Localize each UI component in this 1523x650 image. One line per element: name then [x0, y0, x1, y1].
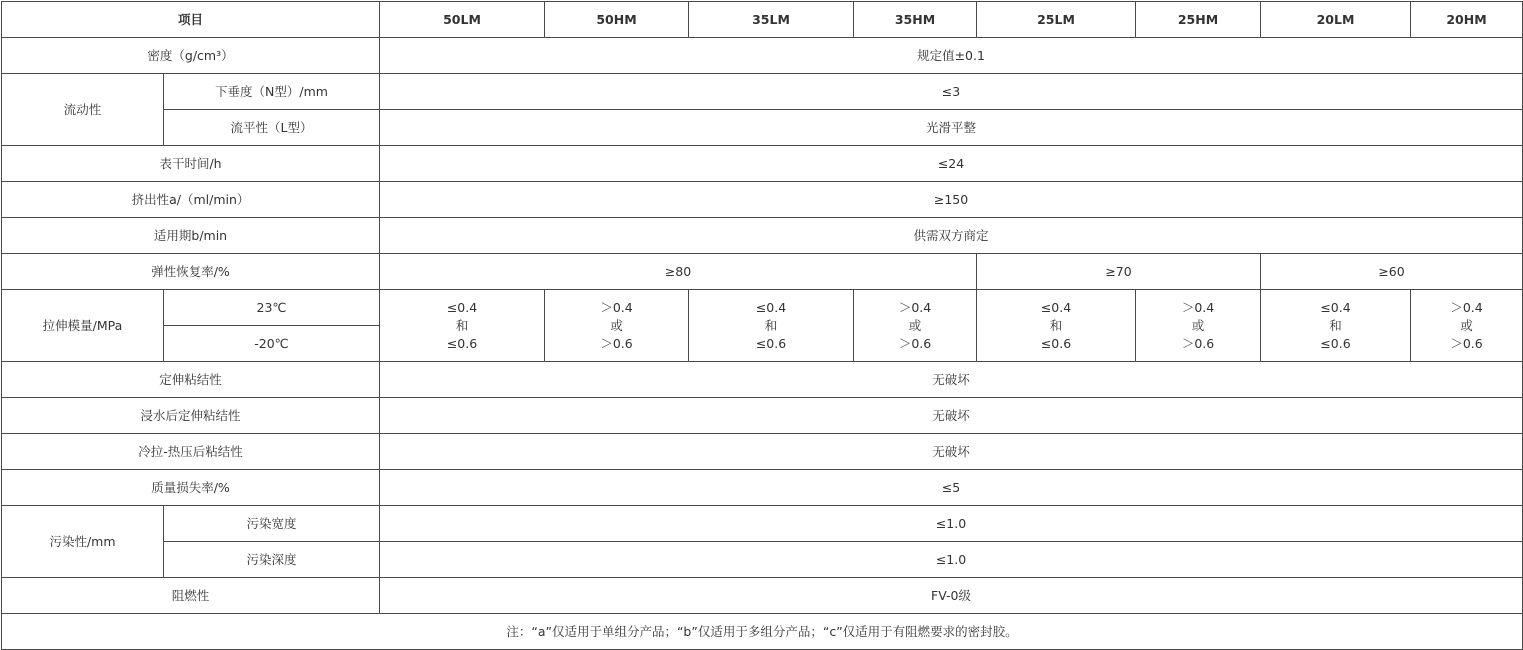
header-grade: 25LM	[977, 2, 1136, 38]
table-row	[2, 146, 1523, 182]
value-modulus-20hm: ＞0.4 或 ＞0.6	[1411, 290, 1523, 362]
header-item: 项目	[2, 2, 380, 38]
header-row	[2, 2, 1523, 38]
row-label-water-extension: 浸水后定伸粘结性	[2, 398, 380, 434]
row-label-pot-life: 适用期b/min	[2, 218, 380, 254]
header-grade: 50LM	[380, 2, 545, 38]
table-row	[2, 74, 1523, 110]
sub-label-minus20c: -20℃	[164, 326, 380, 362]
value-modulus-50hm: ＞0.4 或 ＞0.6	[545, 290, 689, 362]
table-row	[2, 110, 1523, 146]
value-mass-loss: ≤5	[380, 470, 1523, 506]
header-grade: 35LM	[689, 2, 854, 38]
sub-label-sag: 下垂度（N型）/mm	[164, 74, 380, 110]
table-row	[2, 542, 1523, 578]
spec-table	[1, 1, 1523, 650]
value-water-extension: 无破坏	[380, 398, 1523, 434]
table-row	[2, 398, 1523, 434]
value-recovery-50-35: ≥80	[380, 254, 977, 290]
value-recovery-25: ≥70	[977, 254, 1261, 290]
value-modulus-20lm: ≤0.4 和 ≤0.6	[1261, 290, 1411, 362]
header-grade: 20LM	[1261, 2, 1411, 38]
row-label-flow: 流动性	[2, 74, 164, 146]
value-density: 规定值±0.1	[380, 38, 1523, 74]
value-stain-depth: ≤1.0	[380, 542, 1523, 578]
row-label-cold-hot: 冷拉-热压后粘结性	[2, 434, 380, 470]
value-modulus-25lm: ≤0.4 和 ≤0.6	[977, 290, 1136, 362]
table-row	[2, 218, 1523, 254]
header-grade: 35HM	[854, 2, 977, 38]
value-cold-hot: 无破坏	[380, 434, 1523, 470]
table-row	[2, 470, 1523, 506]
row-label-extrudability: 挤出性a/（ml/min）	[2, 182, 380, 218]
header-grade: 25HM	[1136, 2, 1261, 38]
value-tack-free: ≤24	[380, 146, 1523, 182]
sub-label-23c: 23℃	[164, 290, 380, 326]
table-row	[2, 506, 1523, 542]
table-row	[2, 434, 1523, 470]
header-grade: 50HM	[545, 2, 689, 38]
table-row	[2, 182, 1523, 218]
row-label-modulus: 拉伸模量/MPa	[2, 290, 164, 362]
table-row	[2, 254, 1523, 290]
table-row	[2, 290, 1523, 326]
value-pot-life: 供需双方商定	[380, 218, 1523, 254]
value-sag: ≤3	[380, 74, 1523, 110]
sub-label-stain-width: 污染宽度	[164, 506, 380, 542]
value-stain-width: ≤1.0	[380, 506, 1523, 542]
value-fixed-extension: 无破坏	[380, 362, 1523, 398]
value-recovery-20: ≥60	[1261, 254, 1523, 290]
value-extrudability: ≥150	[380, 182, 1523, 218]
value-level: 光滑平整	[380, 110, 1523, 146]
note-row	[2, 614, 1523, 650]
sub-label-level: 流平性（L型）	[164, 110, 380, 146]
row-label-density: 密度（g/cm³）	[2, 38, 380, 74]
sub-label-stain-depth: 污染深度	[164, 542, 380, 578]
row-label-tack-free: 表干时间/h	[2, 146, 380, 182]
value-modulus-50lm: ≤0.4 和 ≤0.6	[380, 290, 545, 362]
table-note: 注：“a”仅适用于单组分产品；“b”仅适用于多组分产品；“c”仅适用于有阻燃要求的密封胶。	[2, 614, 1523, 650]
row-label-stain: 污染性/mm	[2, 506, 164, 578]
table-row	[2, 578, 1523, 614]
row-label-flame: 阻燃性	[2, 578, 380, 614]
table-row	[2, 38, 1523, 74]
row-label-fixed-extension: 定伸粘结性	[2, 362, 380, 398]
value-modulus-35hm: ＞0.4 或 ＞0.6	[854, 290, 977, 362]
header-grade: 20HM	[1411, 2, 1523, 38]
value-modulus-35lm: ≤0.4 和 ≤0.6	[689, 290, 854, 362]
row-label-recovery: 弹性恢复率/%	[2, 254, 380, 290]
value-modulus-25hm: ＞0.4 或 ＞0.6	[1136, 290, 1261, 362]
value-flame: FV-0级	[380, 578, 1523, 614]
table-row	[2, 362, 1523, 398]
row-label-mass-loss: 质量损失率/%	[2, 470, 380, 506]
